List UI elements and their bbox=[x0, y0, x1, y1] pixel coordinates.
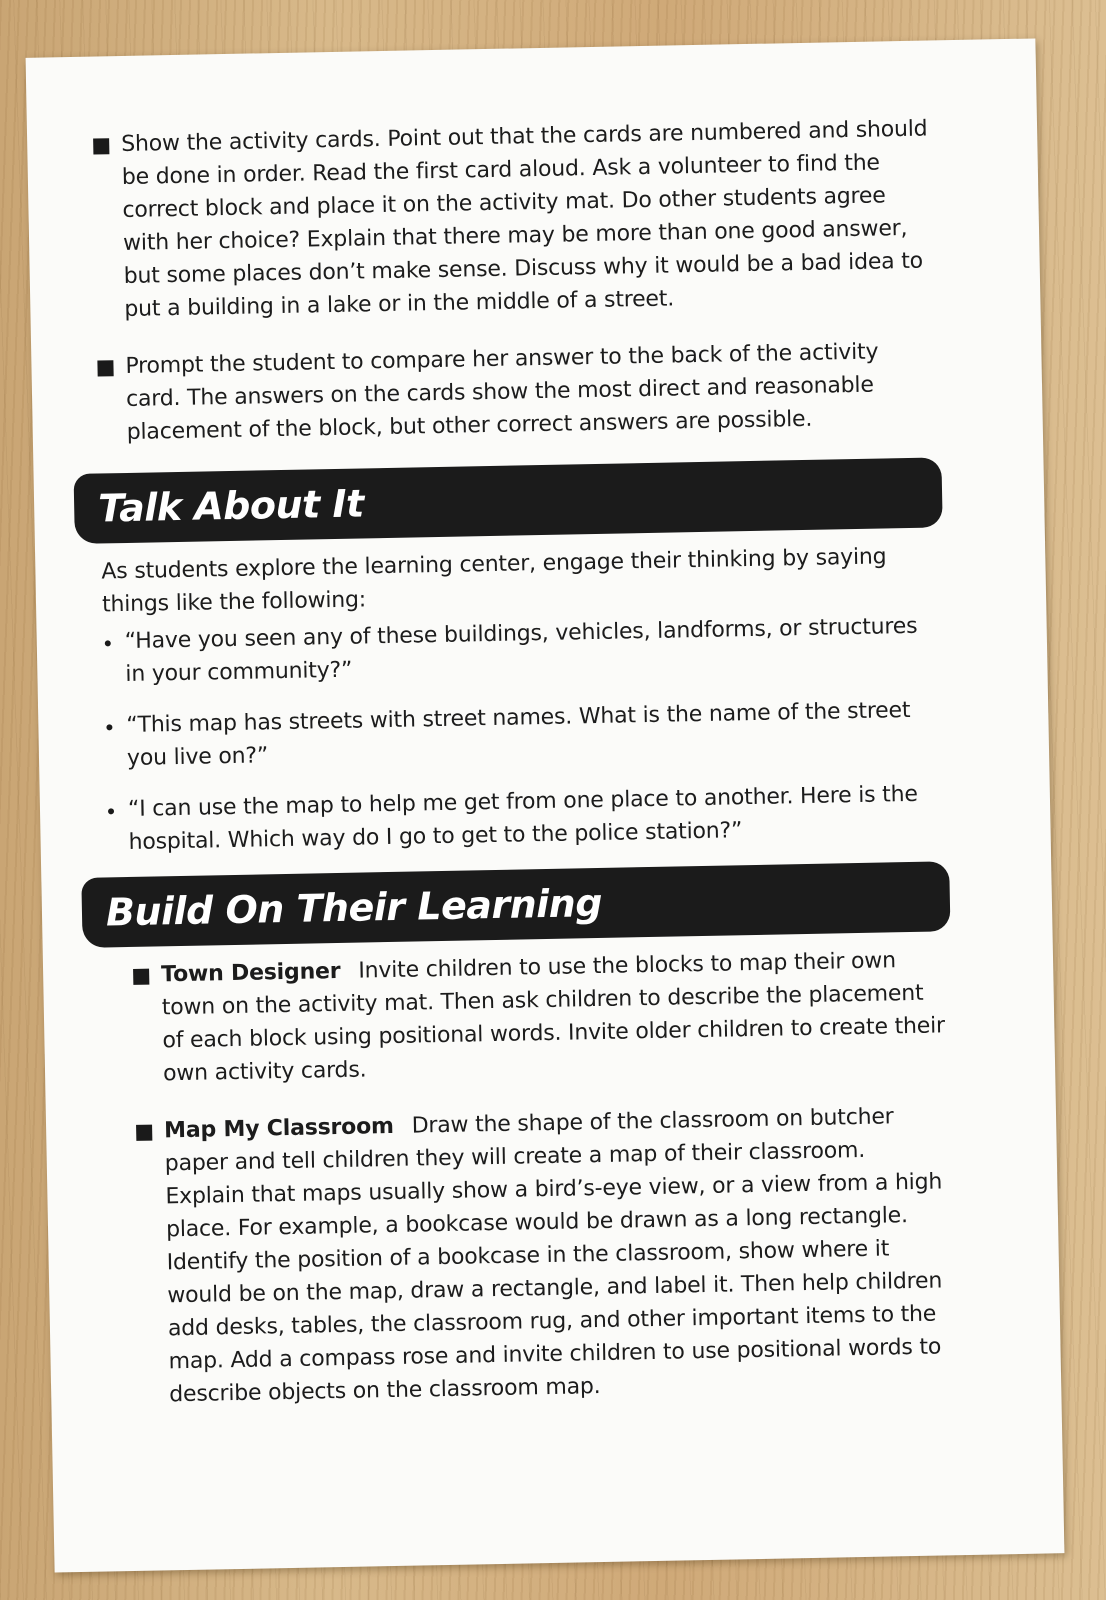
talk-bullet-text: “This map has streets with street names. What is the name of the street you live on?” bbox=[126, 697, 911, 772]
square-bullet-icon bbox=[133, 969, 149, 985]
build-activity-item bbox=[133, 943, 947, 1091]
instruction-item bbox=[93, 113, 933, 327]
section-heading: Build On Their Learning bbox=[105, 880, 603, 935]
talk-bullet-text: “Have you seen any of these buildings, vehicles, landforms, or structures in your community?” bbox=[124, 613, 918, 688]
instruction-text: Show the activity cards. Point out that the cards are numbered and should be done in order. Read the first card aloud. Ask a volunteer to find the correct block and place it on the activity mat. Do other students agree with her choice? Explain that there may be more than one good answer, but some places don’t make sense. Discuss why it would be a bad idea to put a building in a lake or in the middle of a street. bbox=[120, 116, 928, 322]
talk-bullet-item bbox=[102, 609, 939, 691]
instruction-text: Prompt the student to compare her answer to the back of the activity card. The answers on the cards show the most direct and reasonable placement of the block, but other correct answers are possible. bbox=[125, 339, 879, 445]
sheet-content bbox=[93, 113, 954, 1437]
build-on-their-learning-banner bbox=[81, 861, 950, 948]
activity-term: Town Designer bbox=[160, 958, 341, 988]
instruction-sheet bbox=[26, 38, 1065, 1572]
bullet-dot-icon bbox=[106, 724, 112, 730]
talk-bullet-text: “I can use the map to help me get from one place to another. Here is the hospital. Which way do I go to get to the police station?” bbox=[127, 781, 918, 855]
square-bullet-icon bbox=[93, 138, 109, 154]
talk-bullet-item bbox=[104, 693, 941, 775]
activity-text: Invite children to use the blocks to map their own town on the activity mat. Then ask children to describe the placement of each block using positional words. Invite older children to create their own activity cards. bbox=[161, 948, 946, 1087]
square-bullet-icon bbox=[136, 1125, 152, 1141]
talk-about-it-banner bbox=[74, 457, 943, 544]
activity-text: Draw the shape of the classroom on butcher paper and tell children they will create a map of their classroom. Explain that maps usually show a bird’s-eye view, or a view from a high place. For example, a bookcase would be drawn as a long rectangle. Identify the position of a bookcase in the classroom, show where it would be on the map, draw a rectangle, and label it. Then help children add desks, tables, the classroom rug, and other important items to the map. Add a compass rose and invite children to use positional words to describe objects on the classroom map. bbox=[164, 1104, 943, 1408]
bullet-dot-icon bbox=[105, 640, 111, 646]
square-bullet-icon bbox=[97, 360, 113, 376]
bullet-dot-icon bbox=[108, 808, 114, 814]
build-activity-item bbox=[136, 1099, 954, 1412]
talk-bullet-item bbox=[106, 777, 943, 859]
build-activity-list bbox=[109, 943, 954, 1412]
talk-intro-text: As students explore the learning center, engage their thinking by saying things like the following: bbox=[101, 544, 887, 618]
instruction-item bbox=[97, 334, 935, 449]
activity-term: Map My Classroom bbox=[163, 1113, 394, 1144]
section-heading: Talk About It bbox=[97, 481, 365, 531]
